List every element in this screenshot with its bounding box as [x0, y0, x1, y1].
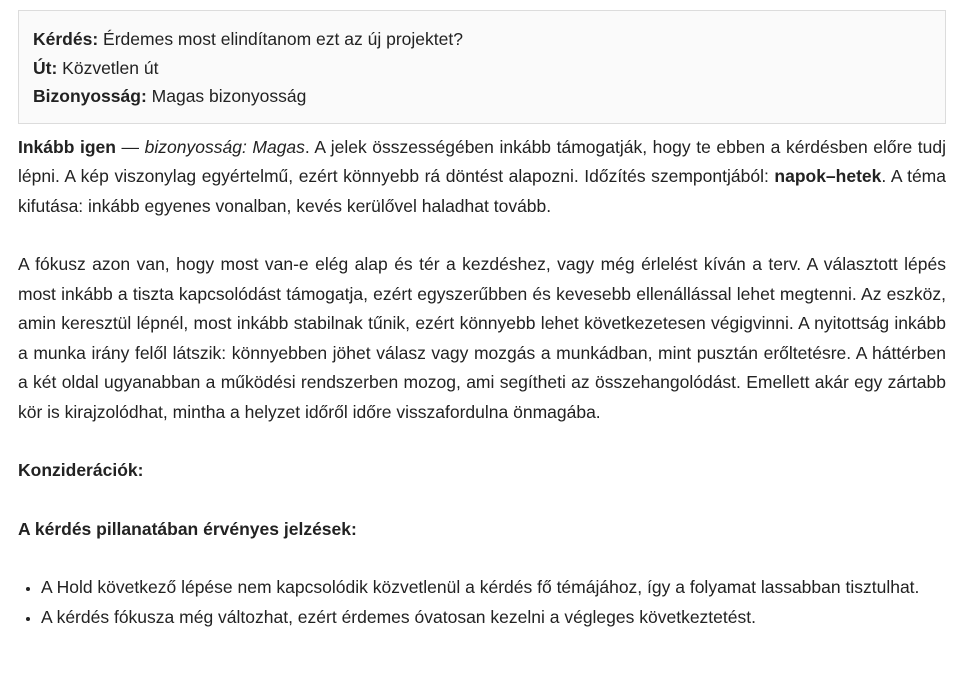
certainty-row	[33, 82, 931, 111]
summary-paragraph	[18, 133, 946, 222]
summary-text-a: . A jelek összességében inkább támogatják, hogy te ebben a kérdésben előre tudj lépni. A kép viszonylag egyértelmű, ezért könnyebb rá döntést alapozni. Időzítés szempontjából:	[18, 136, 946, 186]
list-item: • A kérdés fókusza még változhat, ezért érdemes óvatosan kezelni a végleges következtetést.	[41, 603, 946, 633]
summary-text-b: . A téma kifutása: inkább egyenes vonalban, kevés kerülővel haladhat tovább.	[18, 166, 946, 216]
body-paragraph: A fókusz azon van, hogy most van-e elég alap és tér a kezdéshez, vagy még érlelést kíván a terv. A választott lépés most inkább a tiszta kapcsolódást támogatja, ezért egyszerűbben és kevesebb ellenállással lehet megtenni. Az eszköz, amin keresztül lépnél, most inkább stabilnak tűnik, ezért könnyebb lehet következetesen végigvinni. A nyitottság inkább a munka irány felől látszik: könnyebben jöhet válasz vagy mozgás a munkádban, mint pusztán erőltetésre. A háttérben a két oldal ugyanabban a működési rendszerben mozog, ami segítheti az összehangolódást. Emellett akár egy zártabb kör is kirajzolódhat, mintha a helyzet időről időre visszafordulna önmagába.	[18, 254, 946, 422]
certainty-label: Bizonyosság:	[33, 86, 147, 106]
path-row	[33, 54, 931, 83]
signals-heading: A kérdés pillanatában érvényes jelzések:	[18, 518, 357, 539]
list-item: • A Hold következő lépése nem kapcsolódik közvetlenül a kérdés fő témájához, így a folyamat lassabban tisztulhat.	[41, 573, 946, 603]
certainty-value: Magas bizonyosság	[151, 86, 307, 106]
timing-value: napok–hetek	[774, 166, 882, 186]
signals-list	[18, 573, 946, 632]
path-value: Közvetlen út	[62, 57, 159, 78]
question-row	[33, 25, 931, 54]
question-value: Érdemes most elindítanom ezt az új projektet?	[103, 29, 463, 49]
certainty-italic: bizonyosság: Magas	[144, 136, 305, 157]
path-label: Út:	[33, 57, 58, 78]
question-label: Kérdés:	[33, 29, 99, 49]
considerations-heading: Konziderációk:	[18, 460, 144, 480]
question-info-box	[18, 10, 946, 124]
verdict: Inkább igen	[18, 136, 116, 157]
verdict-dash: —	[115, 136, 145, 157]
